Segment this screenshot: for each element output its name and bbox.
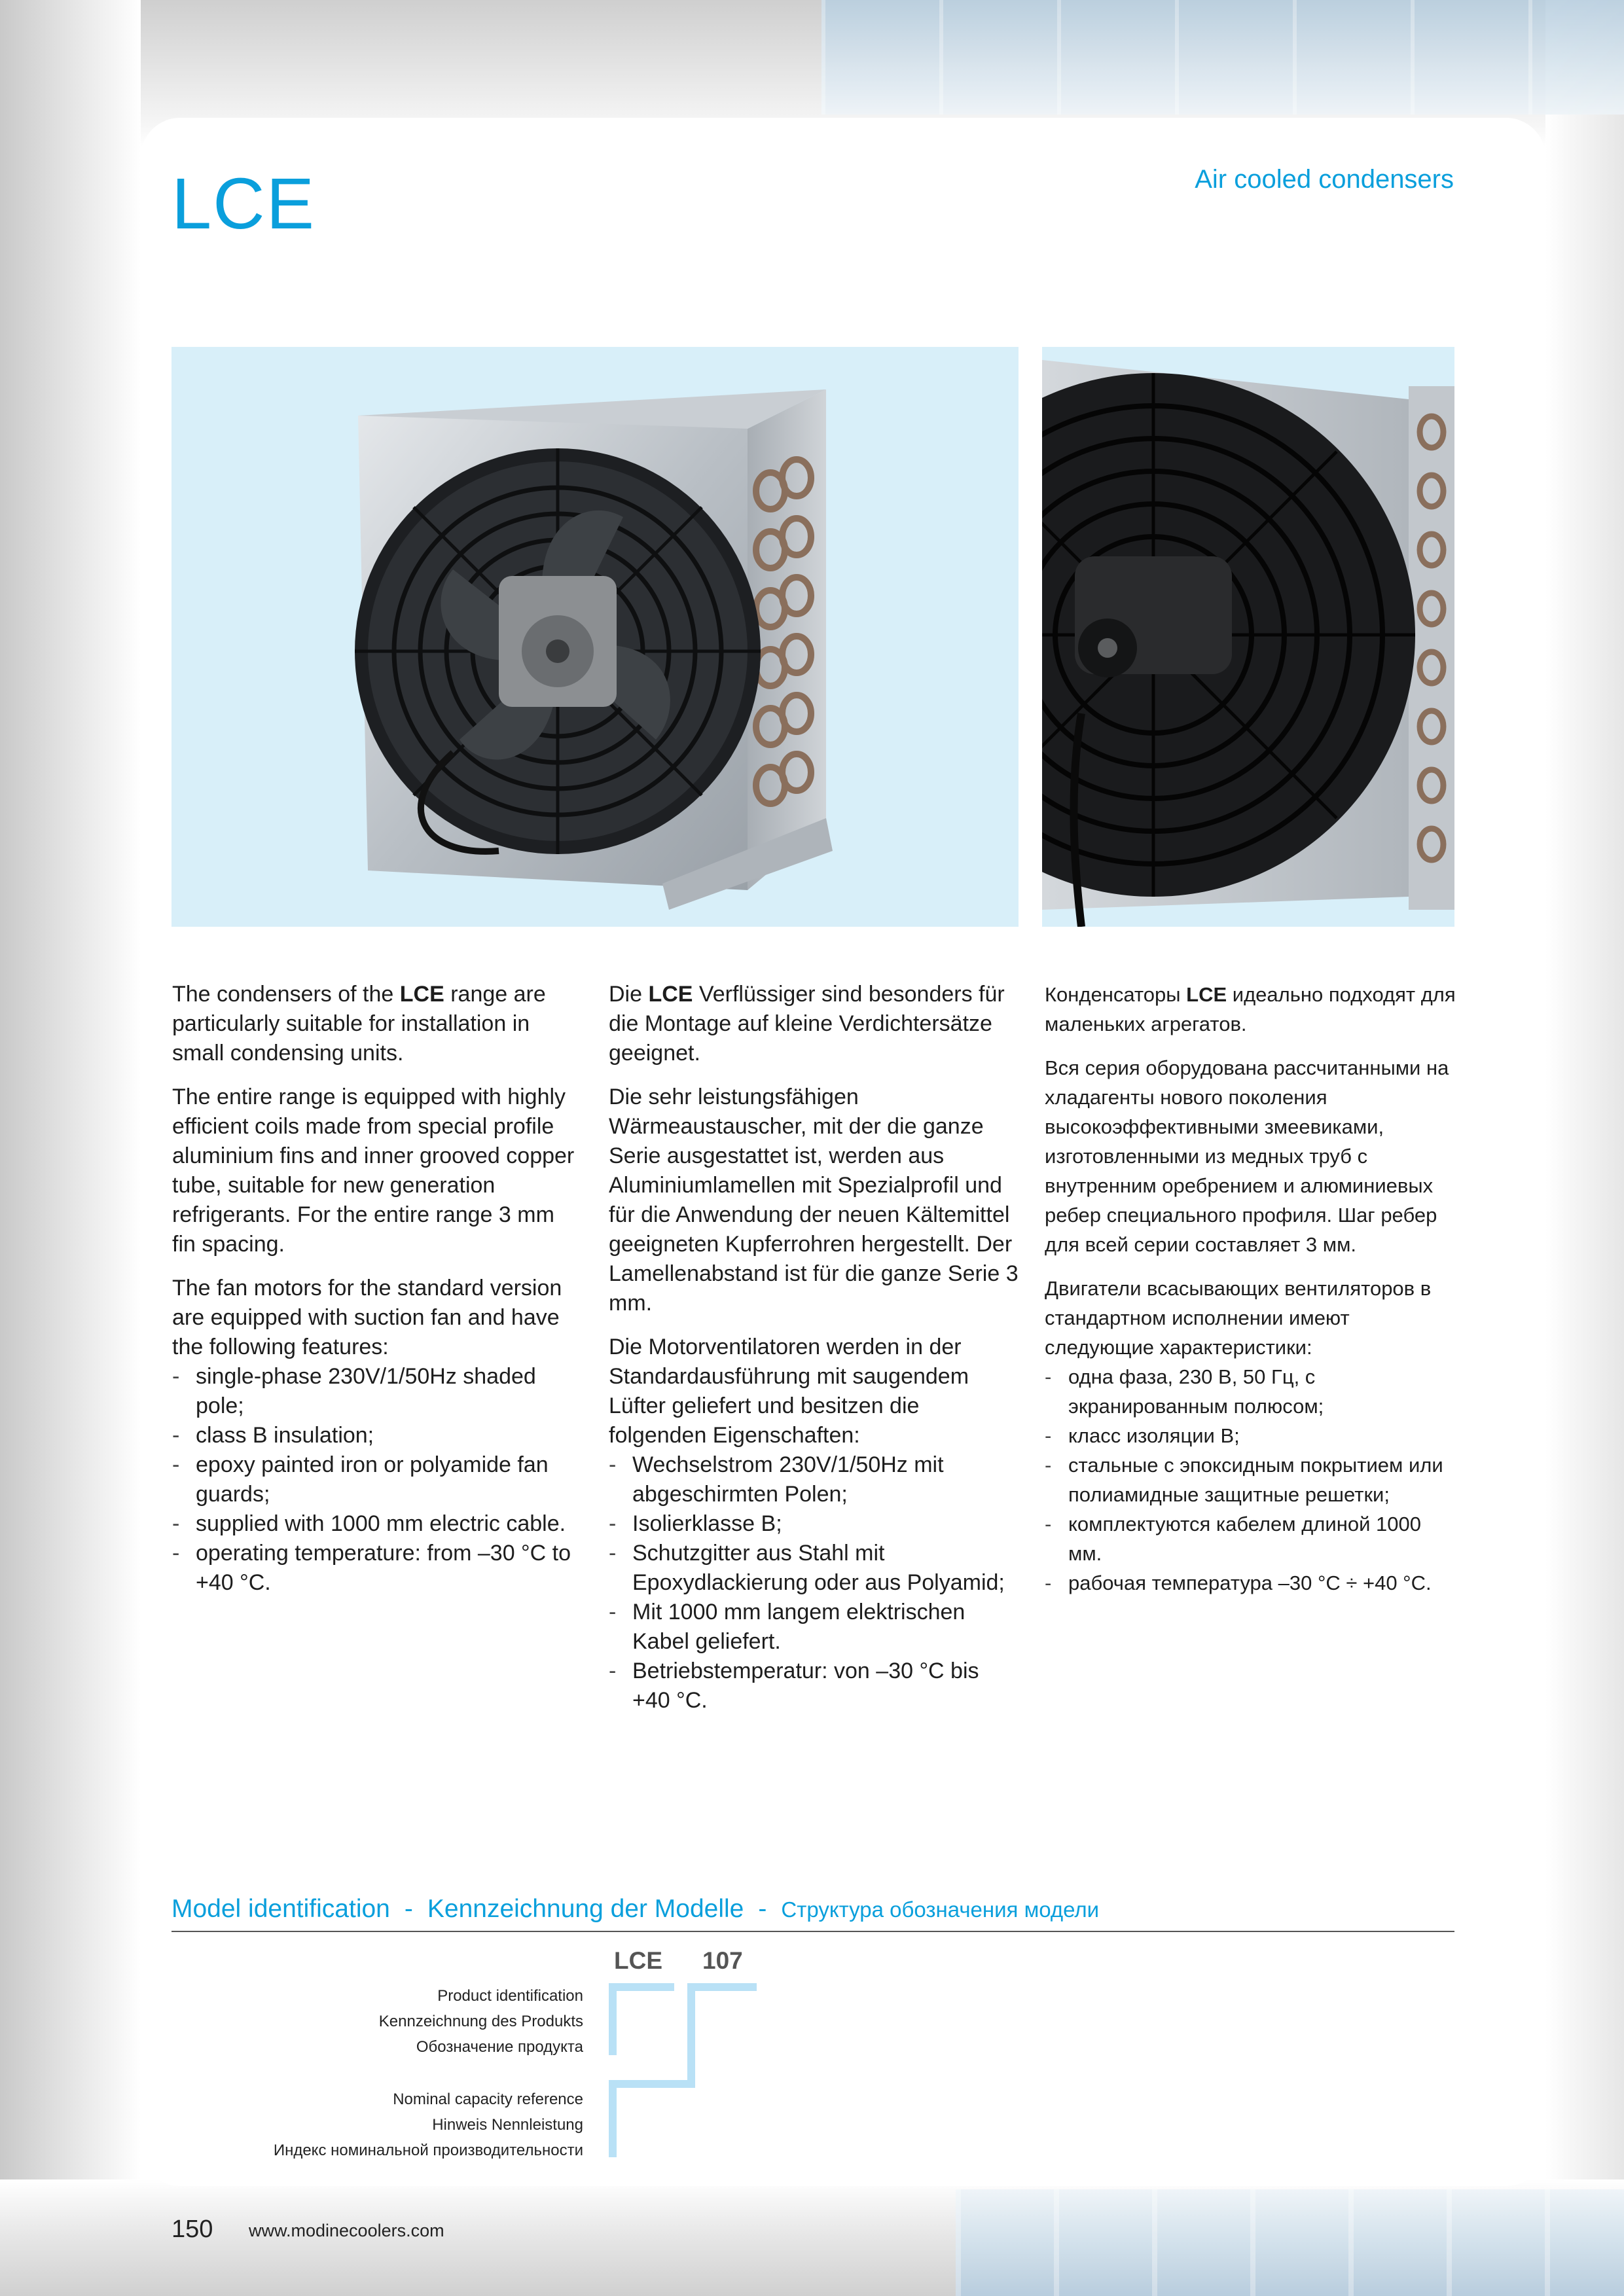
page-title: LCE (171, 164, 316, 244)
list-item: - комплектуются кабелем длиной 1000 мм. (1045, 1513, 1421, 1565)
product-identification-label: Product identification Kennzeichnung des Produkts Обозначение продукта (378, 1987, 583, 2056)
description-russian (1045, 980, 1457, 1598)
list-item: - Schutzgitter aus Stahl mit Epoxydlackierung oder aus Polyamid; (609, 1541, 1005, 1595)
english-intro: The condensers of the LCE range are particularly suitable for installation in small condensing units. (172, 982, 546, 1066)
heading-separator: - (404, 1895, 413, 1923)
bracket-bar (687, 1983, 757, 1991)
russian-fan-motors: Двигатели всасывающих вентиляторов в стандартном исполнении имеют следующие характеристики: (1045, 1277, 1432, 1359)
description-german (609, 980, 1021, 1715)
list-item: - Betriebstemperatur: von –30 °C bis +40 °C. (609, 1659, 979, 1713)
bracket-bar (609, 1983, 617, 2055)
page-frame-left (0, 0, 141, 2296)
list-item: - supplied with 1000 mm electric cable. (172, 1511, 566, 1536)
condenser-front-illustration (171, 347, 1019, 927)
model-code-series: LCE (614, 1947, 662, 1974)
description-english (172, 980, 578, 1598)
heading-german: Kennzeichnung der Modelle (427, 1895, 744, 1923)
list-item: - operating temperature: from –30 °C to +40 °C. (172, 1541, 571, 1595)
list-item: - Isolierklasse B; (609, 1511, 782, 1536)
list-item: - стальные с эпоксидным покрытием или полиамидные защитные решетки; (1045, 1454, 1443, 1506)
german-coils: Die sehr leistungsfähigen Wärmeaustauscher, mit der die ganze Serie ausgestattet ist, werden aus Aluminiumlamellen mit Spezialprofil und für die Anwendung der neuen Kältemittel geeigneten Kupferrohren hergestellt. Der Lamellenabstand ist für die ganze Serie 3 mm. (609, 1085, 1019, 1316)
section-divider (171, 1931, 1454, 1932)
page-number: 150 (171, 2215, 213, 2243)
product-name-bold: LCE (399, 982, 444, 1007)
german-feature-list (609, 1450, 1021, 1715)
list-item: - Mit 1000 mm langem elektrischen Kabel geliefert. (609, 1600, 965, 1654)
english-feature-list (172, 1362, 578, 1598)
list-item: - рабочая температура –30 °C ÷ +40 °C. (1045, 1571, 1432, 1594)
condenser-front-photo (171, 347, 1019, 927)
model-code-capacity: 107 (702, 1947, 743, 1974)
product-name-bold: LCE (648, 982, 693, 1007)
list-item: - class B insulation; (172, 1423, 374, 1448)
bracket-bar (609, 1983, 674, 1991)
fan-closeup-illustration (1042, 347, 1454, 927)
german-fan-motors: Die Motorventilatoren werden in der Standardausführung mit saugendem Lüfter geliefert und besitzen die folgenden Eigenschaften: (609, 1335, 969, 1448)
footer-photo-strip (956, 2189, 1624, 2296)
list-item: - одна фаза, 230 В, 50 Гц, с экранированным полюсом; (1045, 1365, 1324, 1418)
list-item: - Wechselstrom 230V/1/50Hz mit abgeschirmten Polen; (609, 1452, 944, 1507)
list-item: - класс изоляции B; (1045, 1424, 1240, 1447)
product-name-bold: LCE (1186, 983, 1227, 1006)
german-intro: Die LCE Verflüssiger sind besonders für die Montage auf kleine Verdichtersätze geeignet. (609, 982, 1005, 1066)
bracket-bar (609, 2080, 617, 2157)
header-photo-strip (821, 0, 1624, 115)
page-frame-right (1545, 0, 1624, 2296)
list-item: - epoxy painted iron or polyamide fan guards; (172, 1452, 549, 1507)
website-link[interactable]: www.modinecoolers.com (249, 2221, 444, 2240)
heading-english: Model identification (171, 1895, 390, 1923)
bracket-bar (687, 1983, 695, 2088)
english-fan-motors: The fan motors for the standard version are equipped with suction fan and have the following features: (172, 1276, 562, 1359)
english-coils: The entire range is equipped with highly efficient coils made from special profile aluminium fins and inner grooved copper tube, suitable for new generation refrigerants. For the entire range 3 mm fin spacing. (172, 1085, 575, 1257)
russian-coils: Вся серия оборудована рассчитанными на хладагенты нового поколения высокоэффективными змеевиками, изготовленными из медных труб с внутренним оребрением и алюминиевых ребер специального профиля. Шаг ребер для всей серии составляет 3 мм. (1045, 1056, 1449, 1256)
russian-feature-list (1045, 1362, 1457, 1598)
heading-separator: - (758, 1895, 767, 1923)
condenser-fan-closeup-photo (1042, 347, 1454, 927)
heading-russian: Структура обозначения модели (781, 1897, 1100, 1922)
model-identification-heading (171, 1895, 1099, 1924)
bracket-bar (609, 2080, 695, 2088)
list-item: - single-phase 230V/1/50Hz shaded pole; (172, 1364, 536, 1418)
russian-intro: Конденсаторы LCE идеально подходят для маленьких агрегатов. (1045, 983, 1456, 1035)
category-label: Air cooled condensers (1195, 165, 1454, 194)
nominal-capacity-label: Nominal capacity reference Hinweis Nennleistung Индекс номинальной производительности (273, 2090, 583, 2159)
